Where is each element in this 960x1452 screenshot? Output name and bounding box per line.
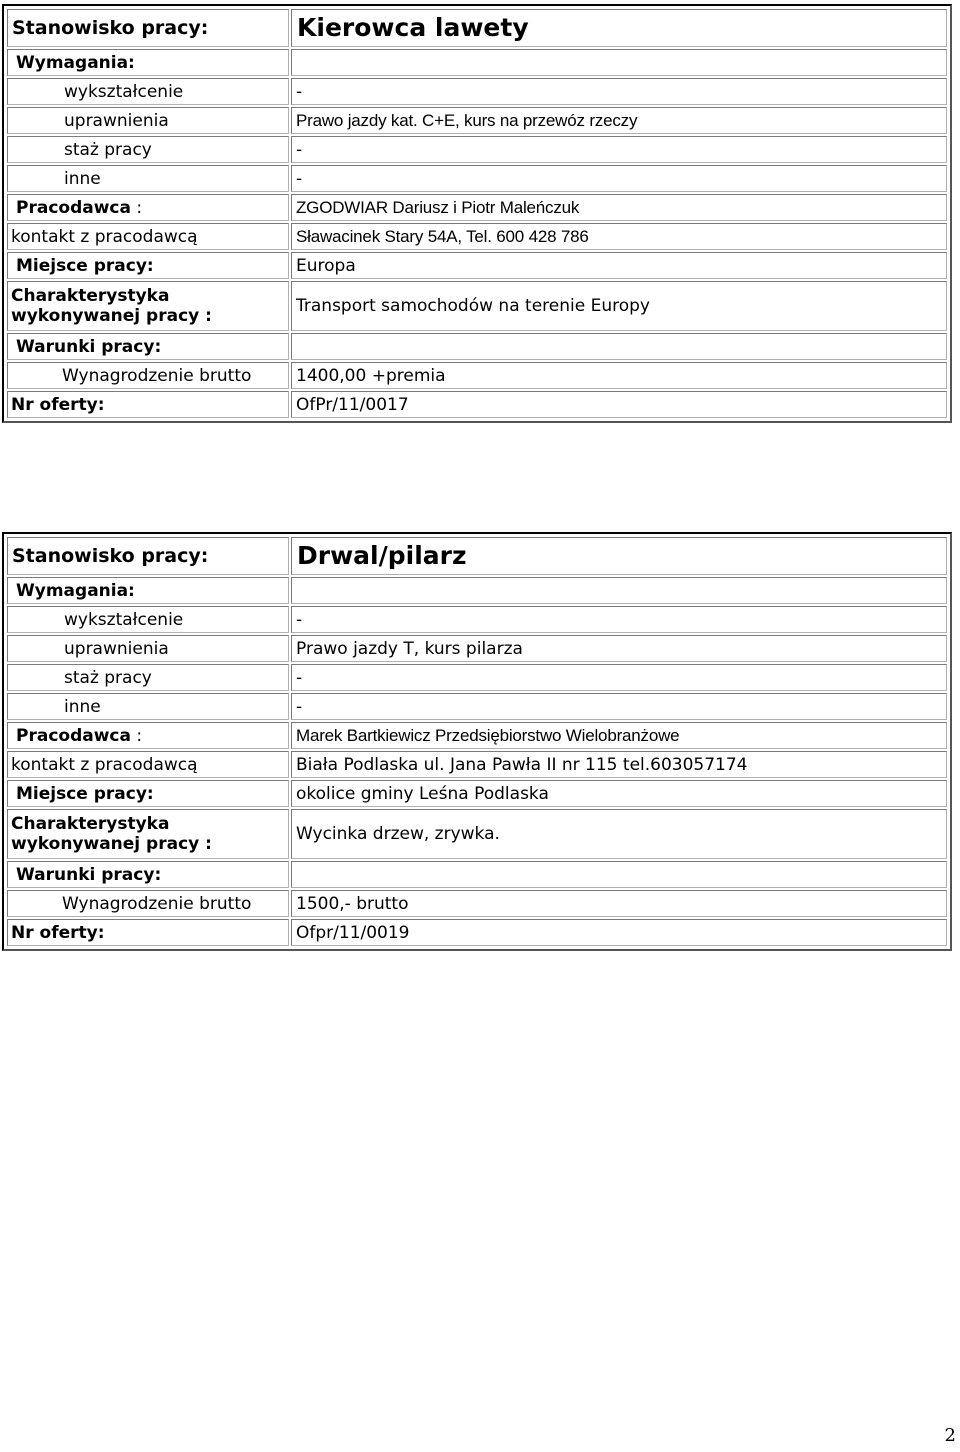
row-experience xyxy=(7,664,947,691)
description-label-line-1: Charakterystyka xyxy=(11,814,170,834)
licenses-value: Prawo jazdy kat. C+E, kurs na przewóz rzeczy xyxy=(291,107,947,134)
conditions-value xyxy=(291,333,947,360)
employer-label-cell xyxy=(7,722,289,749)
requirements-label: Wymagania: xyxy=(7,577,289,604)
employer-colon: : xyxy=(130,725,143,746)
row-contact xyxy=(7,223,947,250)
requirements-label: Wymagania: xyxy=(7,49,289,76)
page-number: 2 xyxy=(944,1425,956,1446)
education-label: wykształcenie xyxy=(7,78,289,105)
experience-value: - xyxy=(291,664,947,691)
experience-value: - xyxy=(291,136,947,163)
experience-label: staż pracy xyxy=(7,664,289,691)
employer-value: Marek Bartkiewicz Przedsiębiorstwo Wielobranżowe xyxy=(291,722,947,749)
education-value: - xyxy=(291,78,947,105)
offer-number-value: Ofpr/11/0019 xyxy=(291,919,947,946)
workplace-value: Europa xyxy=(291,252,947,279)
offer-number-label: Nr oferty: xyxy=(7,919,289,946)
workplace-value: okolice gminy Leśna Podlaska xyxy=(291,780,947,807)
row-other xyxy=(7,693,947,720)
row-education xyxy=(7,606,947,633)
other-label: inne xyxy=(7,165,289,192)
contact-value: Sławacinek Stary 54A, Tel. 600 428 786 xyxy=(291,223,947,250)
description-value: Transport samochodów na terenie Europy xyxy=(291,281,947,331)
row-conditions xyxy=(7,333,947,360)
row-experience xyxy=(7,136,947,163)
job-offer-2 xyxy=(2,532,952,951)
workplace-label: Miejsce pracy: xyxy=(7,780,289,807)
requirements-value xyxy=(291,577,947,604)
row-description xyxy=(7,809,947,859)
row-licenses xyxy=(7,107,947,134)
education-value: - xyxy=(291,606,947,633)
requirements-value xyxy=(291,49,947,76)
job-offer-1 xyxy=(2,4,952,423)
salary-value: 1400,00 +premia xyxy=(291,362,947,389)
description-value: Wycinka drzew, zrywka. xyxy=(291,809,947,859)
row-licenses xyxy=(7,635,947,662)
description-label-cell xyxy=(7,281,289,331)
row-requirements xyxy=(7,577,947,604)
conditions-value xyxy=(291,861,947,888)
description-label-cell xyxy=(7,809,289,859)
employer-label: Pracodawca xyxy=(16,725,131,746)
employer-value: ZGODWIAR Dariusz i Piotr Maleńczuk xyxy=(291,194,947,221)
row-salary xyxy=(7,362,947,389)
workplace-label: Miejsce pracy: xyxy=(7,252,289,279)
row-other xyxy=(7,165,947,192)
row-education xyxy=(7,78,947,105)
contact-label: kontakt z pracodawcą xyxy=(7,223,289,250)
licenses-label: uprawnienia xyxy=(7,107,289,134)
contact-label: kontakt z pracodawcą xyxy=(7,751,289,778)
row-description xyxy=(7,281,947,331)
other-value: - xyxy=(291,165,947,192)
licenses-label: uprawnienia xyxy=(7,635,289,662)
position-label: Stanowisko pracy: xyxy=(7,537,289,575)
row-offer-number xyxy=(7,919,947,946)
description-label-line-2: wykonywanej pracy : xyxy=(11,306,212,326)
position-label: Stanowisko pracy: xyxy=(7,9,289,47)
description-label-line-1: Charakterystyka xyxy=(11,286,170,306)
row-requirements xyxy=(7,49,947,76)
employer-label-cell xyxy=(7,194,289,221)
offer-number-value: OfPr/11/0017 xyxy=(291,391,947,418)
row-employer xyxy=(7,722,947,749)
row-salary xyxy=(7,890,947,917)
job-offer-table xyxy=(5,7,949,420)
other-value: - xyxy=(291,693,947,720)
position-value: Kierowca lawety xyxy=(291,9,947,47)
experience-label: staż pracy xyxy=(7,136,289,163)
row-position xyxy=(7,537,947,575)
row-employer xyxy=(7,194,947,221)
employer-colon: : xyxy=(130,197,143,218)
row-conditions xyxy=(7,861,947,888)
education-label: wykształcenie xyxy=(7,606,289,633)
row-contact xyxy=(7,751,947,778)
conditions-label: Warunki pracy: xyxy=(7,861,289,888)
salary-label: Wynagrodzenie brutto xyxy=(7,890,289,917)
row-position xyxy=(7,9,947,47)
other-label: inne xyxy=(7,693,289,720)
row-workplace xyxy=(7,780,947,807)
position-value: Drwal/pilarz xyxy=(291,537,947,575)
contact-value: Biała Podlaska ul. Jana Pawła II nr 115 tel.603057174 xyxy=(291,751,947,778)
conditions-label: Warunki pracy: xyxy=(7,333,289,360)
row-workplace xyxy=(7,252,947,279)
employer-label: Pracodawca xyxy=(16,197,131,218)
offer-number-label: Nr oferty: xyxy=(7,391,289,418)
description-label-line-2: wykonywanej pracy : xyxy=(11,834,212,854)
salary-label: Wynagrodzenie brutto xyxy=(7,362,289,389)
job-offer-table xyxy=(5,535,949,948)
row-offer-number xyxy=(7,391,947,418)
salary-value: 1500,- brutto xyxy=(291,890,947,917)
licenses-value: Prawo jazdy T, kurs pilarza xyxy=(291,635,947,662)
